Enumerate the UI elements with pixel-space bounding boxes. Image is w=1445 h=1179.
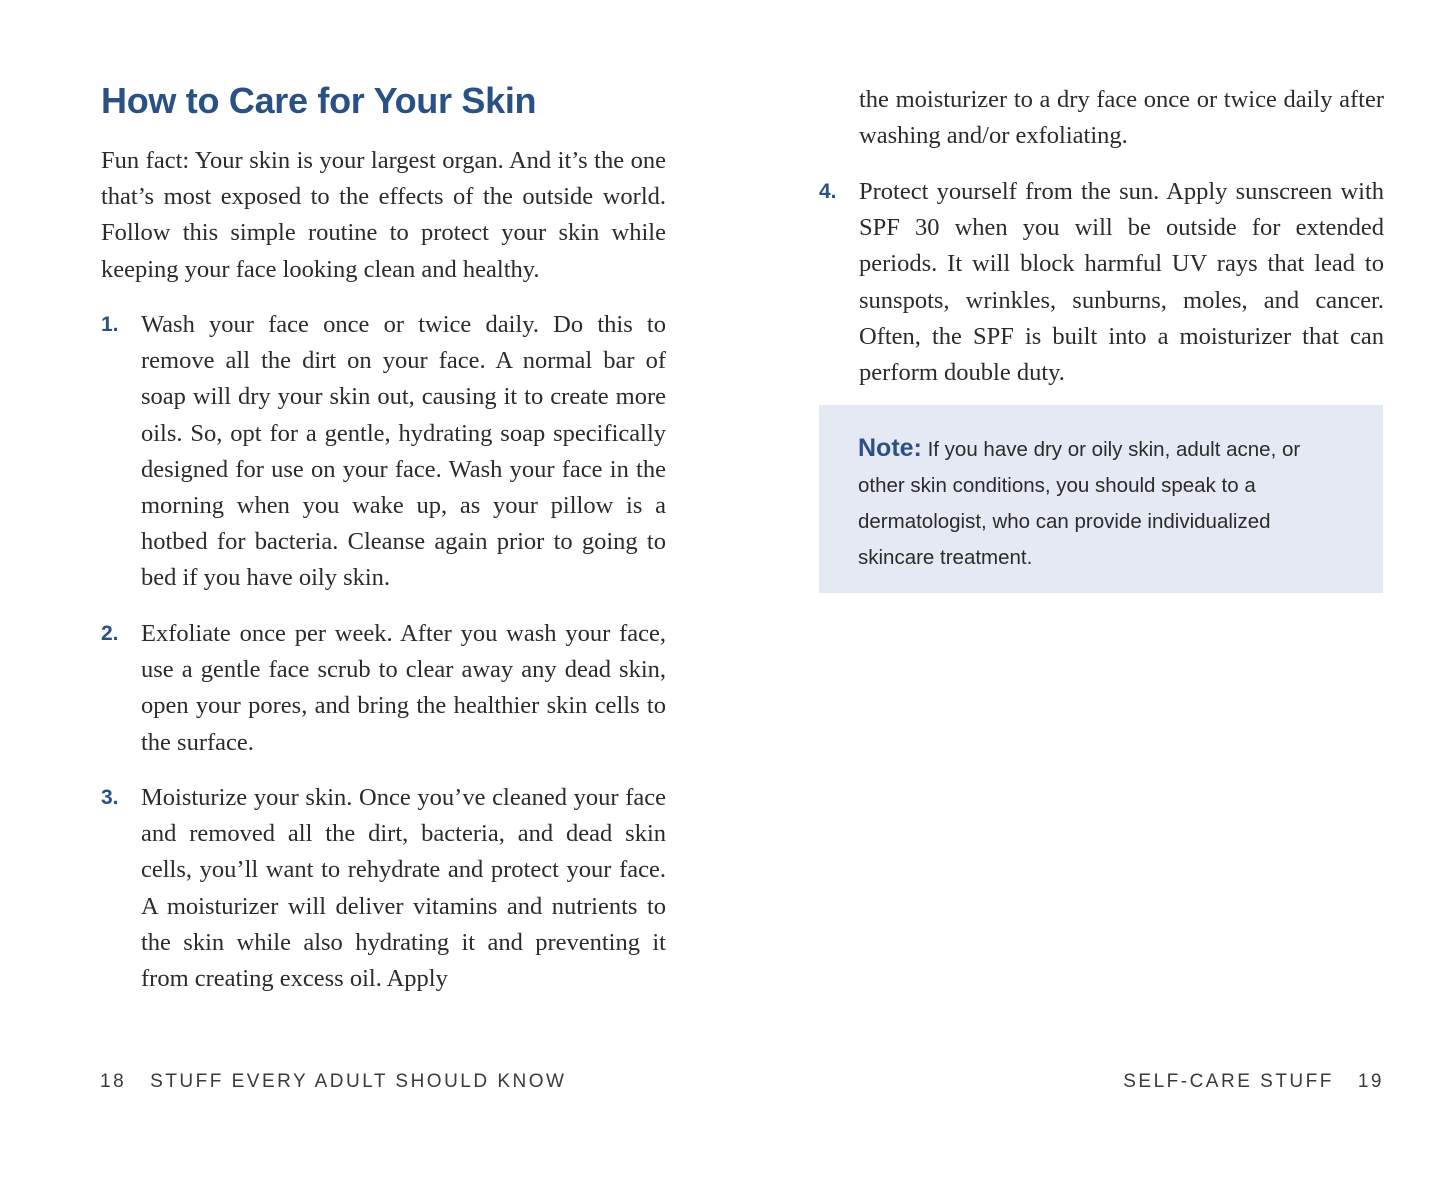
intro-paragraph: Fun fact: Your skin is your largest organ. And it’s the one that’s most exposed to the effects of the outside world. Follow this simple routine to protect your skin while keeping your face looking clean and healthy. <box>101 147 666 283</box>
list-item-number: 2. <box>101 622 119 645</box>
footer-left <box>100 1070 566 1094</box>
list-item-number: 3. <box>101 786 119 809</box>
list-item-2 <box>101 616 666 761</box>
continued-paragraph: the moisturizer to a dry face once or twice daily after washing and/or exfoliating. <box>859 86 1384 150</box>
list-item-text: Moisturize your skin. Once you’ve cleaned your face and removed all the dirt, bacteria, and dead skin cells, you’ll want to rehydrate and protect your face. A moisturizer will deliver vitamins and nutrients to the skin while also hydrating it and preventing it from creating excess oil. Apply <box>141 784 666 993</box>
running-head: SELF-CARE STUFF <box>1123 1071 1334 1092</box>
right-page <box>722 0 1445 1179</box>
left-page <box>0 0 722 1179</box>
page-number: 19 <box>1357 1071 1384 1092</box>
page-number: 18 <box>100 1071 127 1092</box>
list-item-text: Protect yourself from the sun. Apply sunscreen with SPF 30 when you will be outside for extended periods. It will block harmful UV rays that lead to sunspots, wrinkles, sunburns, moles, and cancer. Often, the SPF is built into a moisturizer that can perform double duty. <box>859 178 1384 387</box>
list-item-number: 1. <box>101 313 119 336</box>
note-text: If you have dry or oily skin, adult acne, or other skin conditions, you should speak to a dermatologist, who can provide individualized skincare treatment. <box>858 438 1301 569</box>
list-item-text: Wash your face once or twice daily. Do this to remove all the dirt on your face. A normal bar of soap will dry your skin out, causing it to create more oils. So, opt for a gentle, hydrating soap specifically designed for use on your face. Wash your face in the morning when you wake up, as your pillow is a hotbed for bacteria. Cleanse again prior to going to bed if you have oily skin. <box>141 311 666 592</box>
list-item-text: Exfoliate once per week. After you wash your face, use a gentle face scrub to clear away any dead skin, open your pores, and bring the healthier skin cells to the surface. <box>141 620 666 756</box>
list-item-number: 4. <box>819 180 837 203</box>
note-paragraph <box>858 430 1343 576</box>
note-box <box>819 405 1383 593</box>
footer-right <box>1123 1070 1384 1094</box>
page-title: How to Care for Your Skin <box>101 80 537 121</box>
running-head: STUFF EVERY ADULT SHOULD KNOW <box>150 1071 567 1092</box>
list-item-3 <box>101 780 666 997</box>
list-item-4 <box>819 174 1384 391</box>
list-item-1 <box>101 307 666 597</box>
note-label: Note: <box>858 434 922 462</box>
